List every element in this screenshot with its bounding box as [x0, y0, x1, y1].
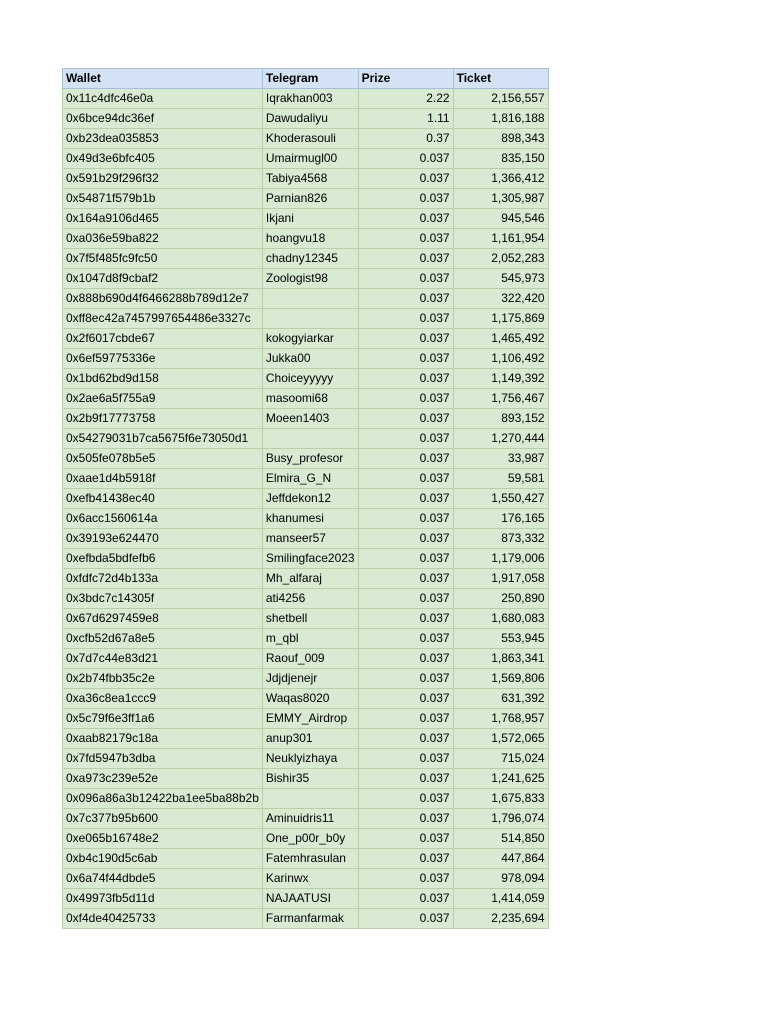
wallet-cell[interactable]: 0xff8ec42a7457997654486e3327c — [63, 309, 263, 329]
prize-cell[interactable]: 0.037 — [358, 909, 453, 929]
table-row — [63, 489, 549, 509]
table-row — [63, 689, 549, 709]
telegram-cell[interactable]: Moeen1403 — [262, 409, 358, 429]
prize-cell[interactable]: 0.037 — [358, 509, 453, 529]
ticket-cell[interactable]: 631,392 — [453, 689, 548, 709]
telegram-cell[interactable]: khanumesi — [262, 509, 358, 529]
table-row — [63, 669, 549, 689]
telegram-cell[interactable] — [262, 429, 358, 449]
prize-cell[interactable]: 0.037 — [358, 209, 453, 229]
wallet-cell[interactable]: 0x7d7c44e83d21 — [63, 649, 263, 669]
wallet-cell[interactable]: 0xa973c239e52e — [63, 769, 263, 789]
prize-cell[interactable]: 0.037 — [358, 869, 453, 889]
wallet-cell[interactable]: 0xaab82179c18a — [63, 729, 263, 749]
prize-cell[interactable]: 0.037 — [358, 469, 453, 489]
telegram-cell[interactable]: Jeffdekon12 — [262, 489, 358, 509]
table-row — [63, 469, 549, 489]
wallet-cell[interactable]: 0xe065b16748e2 — [63, 829, 263, 849]
ticket-cell[interactable]: 176,165 — [453, 509, 548, 529]
prize-cell[interactable]: 0.037 — [358, 729, 453, 749]
table-row — [63, 429, 549, 449]
telegram-cell[interactable]: One_p00r_b0y — [262, 829, 358, 849]
prize-cell[interactable]: 0.037 — [358, 629, 453, 649]
prize-cell[interactable]: 0.037 — [358, 149, 453, 169]
wallet-cell[interactable]: 0x1047d8f9cbaf2 — [63, 269, 263, 289]
telegram-cell[interactable]: EMMY_Airdrop — [262, 709, 358, 729]
header-wallet[interactable]: Wallet — [63, 69, 263, 89]
table-row — [63, 649, 549, 669]
ticket-cell[interactable]: 1,179,006 — [453, 549, 548, 569]
header-ticket[interactable]: Ticket — [453, 69, 548, 89]
wallet-cell[interactable]: 0x096a86a3b12422ba1ee5ba88b2b — [63, 789, 263, 809]
table-row — [63, 229, 549, 249]
telegram-cell[interactable]: kokogyiarkar — [262, 329, 358, 349]
telegram-cell[interactable]: Jukka00 — [262, 349, 358, 369]
telegram-cell[interactable]: Aminuidris11 — [262, 809, 358, 829]
wallet-cell[interactable]: 0xf4de40425733 — [63, 909, 263, 929]
ticket-cell[interactable]: 1,241,625 — [453, 769, 548, 789]
ticket-cell[interactable]: 1,680,083 — [453, 609, 548, 629]
prize-cell[interactable]: 0.037 — [358, 589, 453, 609]
wallet-cell[interactable]: 0x11c4dfc46e0a — [63, 89, 263, 109]
wallet-cell[interactable]: 0x39193e624470 — [63, 529, 263, 549]
telegram-cell[interactable]: hoangvu18 — [262, 229, 358, 249]
ticket-cell[interactable]: 1,569,806 — [453, 669, 548, 689]
prize-cell[interactable]: 0.037 — [358, 829, 453, 849]
wallet-cell[interactable]: 0x2b9f17773758 — [63, 409, 263, 429]
table-row — [63, 189, 549, 209]
ticket-cell[interactable]: 978,094 — [453, 869, 548, 889]
table-row — [63, 709, 549, 729]
telegram-cell[interactable]: Karinwx — [262, 869, 358, 889]
wallet-cell[interactable]: 0x2ae6a5f755a9 — [63, 389, 263, 409]
telegram-cell[interactable]: Smilingface2023 — [262, 549, 358, 569]
prize-cell[interactable]: 0.037 — [358, 529, 453, 549]
wallet-cell[interactable]: 0x7f5f485fc9fc50 — [63, 249, 263, 269]
ticket-cell[interactable]: 1,106,492 — [453, 349, 548, 369]
table-row — [63, 309, 549, 329]
wallet-cell[interactable]: 0xcfb52d67a8e5 — [63, 629, 263, 649]
telegram-cell[interactable]: shetbell — [262, 609, 358, 629]
telegram-cell[interactable]: manseer57 — [262, 529, 358, 549]
table-row — [63, 289, 549, 309]
prize-cell[interactable]: 0.037 — [358, 709, 453, 729]
prize-cell[interactable]: 0.037 — [358, 769, 453, 789]
ticket-cell[interactable]: 873,332 — [453, 529, 548, 549]
ticket-cell[interactable]: 1,917,058 — [453, 569, 548, 589]
ticket-cell[interactable]: 2,156,557 — [453, 89, 548, 109]
telegram-cell[interactable]: Neuklyizhaya — [262, 749, 358, 769]
ticket-cell[interactable]: 1,675,833 — [453, 789, 548, 809]
table-row — [63, 629, 549, 649]
wallet-cell[interactable]: 0x505fe078b5e5 — [63, 449, 263, 469]
wallet-cell[interactable]: 0xefb41438ec40 — [63, 489, 263, 509]
prize-cell[interactable]: 0.037 — [358, 329, 453, 349]
ticket-cell[interactable]: 893,152 — [453, 409, 548, 429]
ticket-cell[interactable]: 1,550,427 — [453, 489, 548, 509]
wallet-cell[interactable]: 0xb4c190d5c6ab — [63, 849, 263, 869]
prize-cell[interactable]: 0.037 — [358, 789, 453, 809]
telegram-cell[interactable]: anup301 — [262, 729, 358, 749]
ticket-cell[interactable]: 553,945 — [453, 629, 548, 649]
table-row — [63, 849, 549, 869]
header-prize[interactable]: Prize — [358, 69, 453, 89]
ticket-cell[interactable]: 322,420 — [453, 289, 548, 309]
ticket-cell[interactable]: 1,305,987 — [453, 189, 548, 209]
prize-cell[interactable]: 0.037 — [358, 189, 453, 209]
telegram-cell[interactable]: Fatemhrasulan — [262, 849, 358, 869]
ticket-cell[interactable]: 2,052,283 — [453, 249, 548, 269]
wallet-cell[interactable]: 0x67d6297459e8 — [63, 609, 263, 629]
prize-cell[interactable]: 0.037 — [358, 649, 453, 669]
wallet-cell[interactable]: 0x3bdc7c14305f — [63, 589, 263, 609]
ticket-cell[interactable]: 1,756,467 — [453, 389, 548, 409]
prize-cell[interactable]: 0.037 — [358, 609, 453, 629]
ticket-cell[interactable]: 59,581 — [453, 469, 548, 489]
prize-cell[interactable]: 0.037 — [358, 269, 453, 289]
table-row — [63, 729, 549, 749]
wallet-cell[interactable]: 0x2b74fbb35c2e — [63, 669, 263, 689]
prize-cell[interactable]: 0.037 — [358, 749, 453, 769]
prize-table — [62, 68, 549, 929]
telegram-cell[interactable]: Elmira_G_N — [262, 469, 358, 489]
wallet-cell[interactable]: 0x5c79f6e3ff1a6 — [63, 709, 263, 729]
telegram-cell[interactable]: Parnian826 — [262, 189, 358, 209]
table-row — [63, 449, 549, 469]
prize-cell[interactable]: 0.037 — [358, 849, 453, 869]
wallet-cell[interactable]: 0xb23dea035853 — [63, 129, 263, 149]
wallet-cell[interactable]: 0x1bd62bd9d158 — [63, 369, 263, 389]
ticket-cell[interactable]: 1,768,957 — [453, 709, 548, 729]
header-telegram[interactable]: Telegram — [262, 69, 358, 89]
wallet-cell[interactable]: 0x164a9106d465 — [63, 209, 263, 229]
ticket-cell[interactable]: 33,987 — [453, 449, 548, 469]
telegram-cell[interactable]: Busy_profesor — [262, 449, 358, 469]
wallet-cell[interactable]: 0x54871f579b1b — [63, 189, 263, 209]
table-row — [63, 149, 549, 169]
wallet-cell[interactable]: 0x6acc1560614a — [63, 509, 263, 529]
table-row — [63, 249, 549, 269]
telegram-cell[interactable]: ati4256 — [262, 589, 358, 609]
wallet-cell[interactable]: 0xa36c8ea1ccc9 — [63, 689, 263, 709]
table-row — [63, 829, 549, 849]
telegram-cell[interactable]: Jdjdjenejr — [262, 669, 358, 689]
telegram-cell[interactable]: m_qbl — [262, 629, 358, 649]
table-row — [63, 329, 549, 349]
prize-cell[interactable]: 0.037 — [358, 389, 453, 409]
wallet-cell[interactable]: 0x49973fb5d11d — [63, 889, 263, 909]
prize-cell[interactable]: 0.037 — [358, 549, 453, 569]
prize-cell[interactable]: 0.37 — [358, 129, 453, 149]
ticket-cell[interactable]: 545,973 — [453, 269, 548, 289]
telegram-cell[interactable]: Choiceyyyyy — [262, 369, 358, 389]
prize-cell[interactable]: 0.037 — [358, 409, 453, 429]
table-row — [63, 549, 549, 569]
prize-cell[interactable]: 0.037 — [358, 349, 453, 369]
ticket-cell[interactable]: 447,864 — [453, 849, 548, 869]
table-row — [63, 89, 549, 109]
ticket-cell[interactable]: 1,572,065 — [453, 729, 548, 749]
prize-cell[interactable]: 0.037 — [358, 169, 453, 189]
prize-cell[interactable]: 0.037 — [358, 289, 453, 309]
table-row — [63, 389, 549, 409]
table-row — [63, 129, 549, 149]
prize-cell[interactable]: 0.037 — [358, 229, 453, 249]
table-body — [63, 89, 549, 929]
table-row — [63, 509, 549, 529]
prize-cell[interactable]: 0.037 — [358, 669, 453, 689]
table-row — [63, 569, 549, 589]
wallet-cell[interactable]: 0x7fd5947b3dba — [63, 749, 263, 769]
ticket-cell[interactable]: 1,161,954 — [453, 229, 548, 249]
wallet-cell[interactable]: 0x2f6017cbde67 — [63, 329, 263, 349]
telegram-cell[interactable]: Khoderasouli — [262, 129, 358, 149]
ticket-cell[interactable]: 715,024 — [453, 749, 548, 769]
wallet-cell[interactable]: 0xa036e59ba822 — [63, 229, 263, 249]
ticket-cell[interactable]: 1,366,412 — [453, 169, 548, 189]
wallet-cell[interactable]: 0xaae1d4b5918f — [63, 469, 263, 489]
wallet-cell[interactable]: 0xfdfc72d4b133a — [63, 569, 263, 589]
table-row — [63, 169, 549, 189]
prize-cell[interactable]: 1.11 — [358, 109, 453, 129]
table-row — [63, 589, 549, 609]
table-row — [63, 349, 549, 369]
prize-cell[interactable]: 0.037 — [358, 569, 453, 589]
table-row — [63, 789, 549, 809]
table-row — [63, 869, 549, 889]
telegram-cell[interactable]: Bishir35 — [262, 769, 358, 789]
table-row — [63, 269, 549, 289]
telegram-cell[interactable]: masoomi68 — [262, 389, 358, 409]
telegram-cell[interactable]: Umairmugl00 — [262, 149, 358, 169]
ticket-cell[interactable]: 1,175,869 — [453, 309, 548, 329]
telegram-cell[interactable] — [262, 309, 358, 329]
wallet-cell[interactable]: 0x49d3e6bfc405 — [63, 149, 263, 169]
ticket-cell[interactable]: 1,465,492 — [453, 329, 548, 349]
table-row — [63, 609, 549, 629]
wallet-cell[interactable]: 0x54279031b7ca5675f6e73050d1 — [63, 429, 263, 449]
prize-cell[interactable]: 0.037 — [358, 449, 453, 469]
wallet-cell[interactable]: 0x6a74f44dbde5 — [63, 869, 263, 889]
wallet-cell[interactable]: 0x7c377b95b600 — [63, 809, 263, 829]
wallet-cell[interactable]: 0x888b690d4f6466288b789d12e7 — [63, 289, 263, 309]
prize-cell[interactable]: 0.037 — [358, 429, 453, 449]
prize-cell[interactable]: 2.22 — [358, 89, 453, 109]
ticket-cell[interactable]: 945,546 — [453, 209, 548, 229]
ticket-cell[interactable]: 1,149,392 — [453, 369, 548, 389]
ticket-cell[interactable]: 1,796,074 — [453, 809, 548, 829]
wallet-cell[interactable]: 0x6bce94dc36ef — [63, 109, 263, 129]
table-row — [63, 809, 549, 829]
telegram-cell[interactable]: chadny12345 — [262, 249, 358, 269]
table-row — [63, 409, 549, 429]
table-row — [63, 749, 549, 769]
telegram-cell[interactable]: Ikjani — [262, 209, 358, 229]
telegram-cell[interactable] — [262, 789, 358, 809]
ticket-cell[interactable]: 250,890 — [453, 589, 548, 609]
telegram-cell[interactable]: Tabiya4568 — [262, 169, 358, 189]
telegram-cell[interactable]: Farmanfarmak — [262, 909, 358, 929]
wallet-cell[interactable]: 0xefbda5bdfefb6 — [63, 549, 263, 569]
table-row — [63, 889, 549, 909]
ticket-cell[interactable]: 2,235,694 — [453, 909, 548, 929]
table-row — [63, 109, 549, 129]
ticket-cell[interactable]: 1,816,188 — [453, 109, 548, 129]
ticket-cell[interactable]: 898,343 — [453, 129, 548, 149]
wallet-cell[interactable]: 0x6ef59775336e — [63, 349, 263, 369]
table-row — [63, 769, 549, 789]
ticket-cell[interactable]: 1,414,059 — [453, 889, 548, 909]
telegram-cell[interactable]: Iqrakhan003 — [262, 89, 358, 109]
telegram-cell[interactable]: NAJAATUSI — [262, 889, 358, 909]
telegram-cell[interactable]: Dawudaliyu — [262, 109, 358, 129]
header-row — [63, 69, 549, 89]
prize-cell[interactable]: 0.037 — [358, 889, 453, 909]
table-row — [63, 209, 549, 229]
prize-cell[interactable]: 0.037 — [358, 309, 453, 329]
ticket-cell[interactable]: 1,270,444 — [453, 429, 548, 449]
ticket-cell[interactable]: 514,850 — [453, 829, 548, 849]
prize-cell[interactable]: 0.037 — [358, 689, 453, 709]
table-row — [63, 909, 549, 929]
table-row — [63, 529, 549, 549]
prize-cell[interactable]: 0.037 — [358, 369, 453, 389]
ticket-cell[interactable]: 1,863,341 — [453, 649, 548, 669]
wallet-cell[interactable]: 0x591b29f296f32 — [63, 169, 263, 189]
ticket-cell[interactable]: 835,150 — [453, 149, 548, 169]
prize-cell[interactable]: 0.037 — [358, 489, 453, 509]
telegram-cell[interactable]: Raouf_009 — [262, 649, 358, 669]
prize-cell[interactable]: 0.037 — [358, 249, 453, 269]
telegram-cell[interactable]: Zoologist98 — [262, 269, 358, 289]
telegram-cell[interactable]: Waqas8020 — [262, 689, 358, 709]
table-row — [63, 369, 549, 389]
telegram-cell[interactable]: Mh_alfaraj — [262, 569, 358, 589]
prize-cell[interactable]: 0.037 — [358, 809, 453, 829]
telegram-cell[interactable] — [262, 289, 358, 309]
